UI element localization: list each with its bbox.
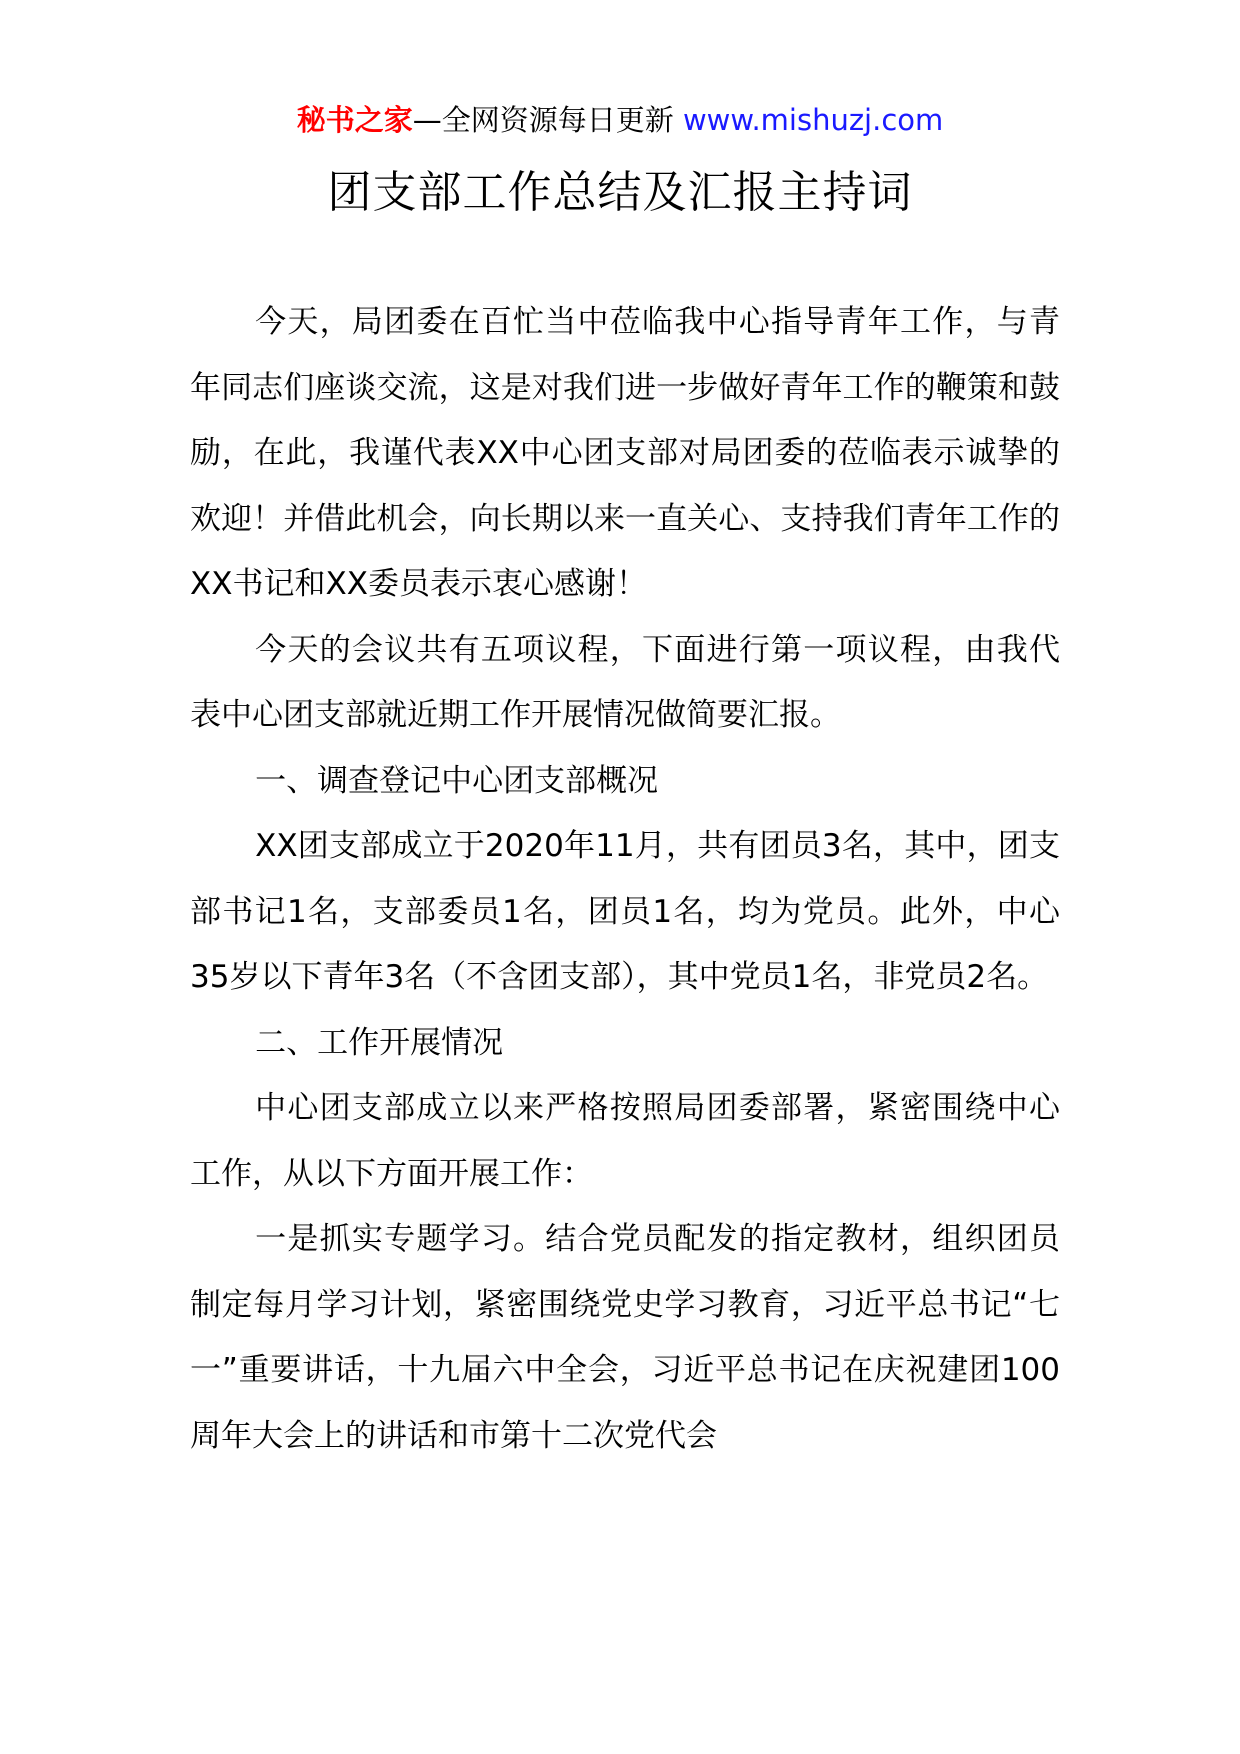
paragraph-study: 一是抓实专题学习。结合党员配发的指定教材，组织团员制定每月学习计划，紧密围绕党史学习教育，习近平总书记“七一”重要讲话，十九届六中全会，习近平总书记在庆祝建团100周年大会上的讲话和市第十二次党代会 (190, 1221, 1060, 1454)
section-heading-overview: 一、调查登记中心团支部概况 (255, 762, 659, 799)
paragraph-agenda: 今天的会议共有五项议程，下面进行第一项议程，由我代表中心团支部就近期工作开展情况做简要汇报。 (190, 631, 1060, 733)
site-url-link[interactable]: www.mishuzj.com (682, 103, 944, 137)
paragraph-overview: XX团支部成立于2020年11月，共有团员3名，其中，团支部书记1名，支部委员1名，团员1名，均为党员。此外，中心35岁以下青年3名（不含团支部），其中党员1名，非党员2名。 (190, 828, 1060, 995)
brand-name: 秘书之家 (296, 103, 413, 137)
section-heading-work: 二、工作开展情况 (255, 1024, 504, 1061)
paragraph-welcome: 今天，局团委在百忙当中莅临我中心指导青年工作，与青年同志们座谈交流，这是对我们进一步做好青年工作的鞭策和鼓励，在此，我谨代表XX中心团支部对局团委的莅临表示诚挚的欢迎！并借此机会，向长期以来一直关心、支持我们青年工作的XX书记和XX委员表示衷心感谢！ (190, 304, 1060, 602)
document-title: 团支部工作总结及汇报主持词 (327, 167, 913, 218)
header-tagline: —全网资源每日更新 (412, 103, 674, 137)
document-body (190, 290, 1060, 1469)
site-header (0, 100, 1240, 140)
paragraph-work-intro: 中心团支部成立以来严格按照局团委部署，紧密围绕中心工作，从以下方面开展工作： (190, 1090, 1060, 1192)
